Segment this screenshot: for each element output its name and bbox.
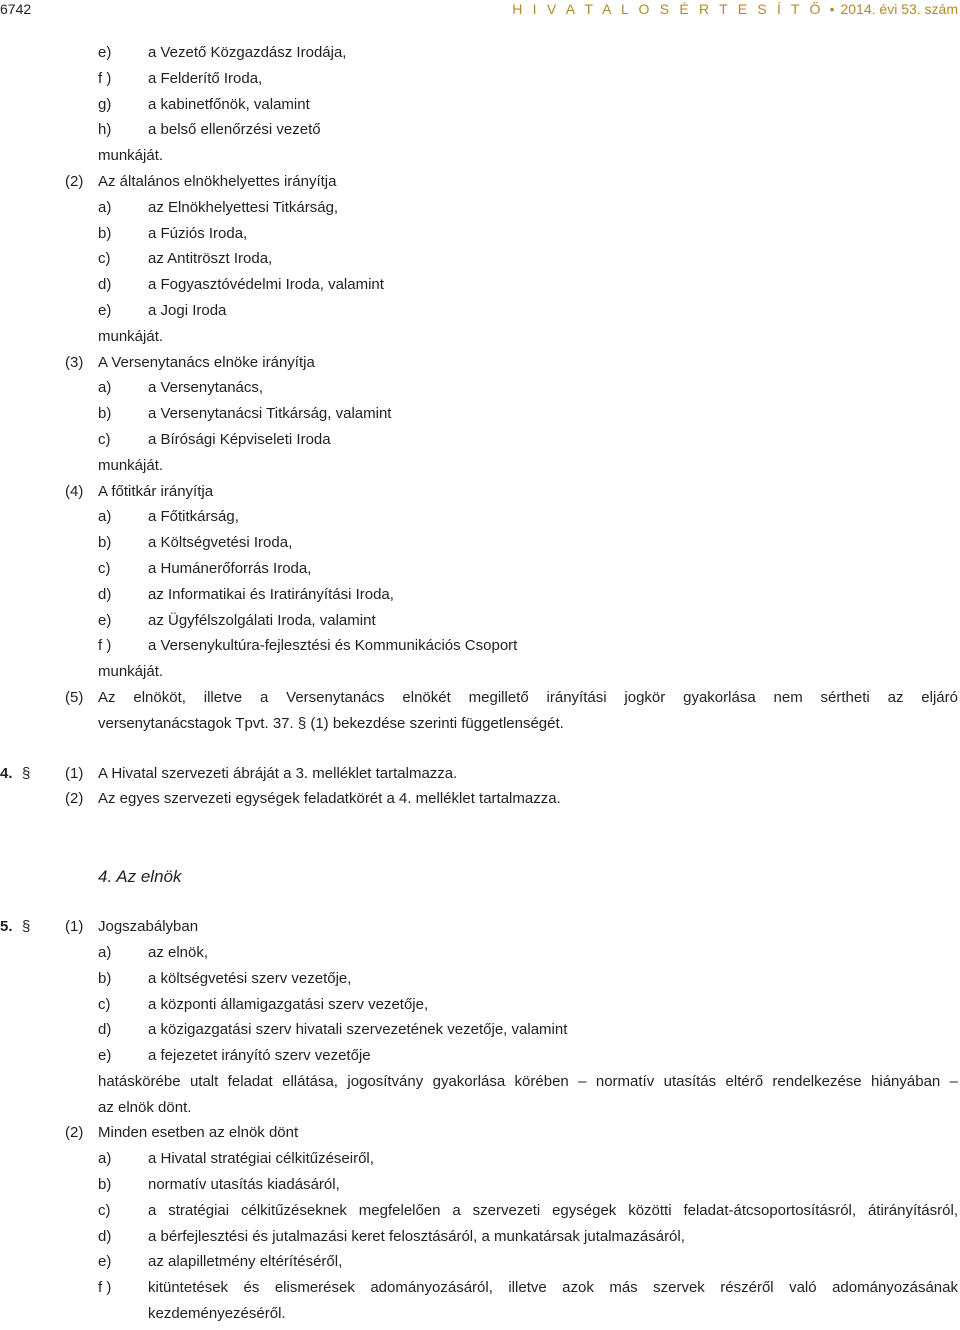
document-body bbox=[0, 40, 960, 1327]
continuation-text: hatáskörébe utalt feladat ellátása, jogosítvány gyakorlása körében – normatív utasítás eltérő rendelkezése hiányában – bbox=[98, 1072, 958, 1090]
paragraph-2: (2) Az általános elnökhelyettes irányítja bbox=[65, 172, 337, 190]
list-item: b) normatív utasítás kiadásáról, bbox=[98, 1176, 340, 1194]
list-item: e) a Jogi Iroda bbox=[98, 301, 227, 319]
list-item: f ) a Versenykultúra-fejlesztési és Kommunikációs Csoport bbox=[98, 637, 518, 655]
list-item-cont: kezdeményezéséről. bbox=[148, 1305, 286, 1323]
spacer bbox=[0, 890, 960, 914]
list-item: a) az Elnökhelyettesi Titkárság, bbox=[98, 198, 339, 216]
list-item: a) a Hivatal stratégiai célkitűzéseiről, bbox=[98, 1150, 374, 1168]
paragraph-3: (3) A Versenytanács elnöke irányítja bbox=[65, 353, 315, 371]
section-4-p2: (2) Az egyes szervezeti egységek feladatkörét a 4. melléklet tartalmazza. bbox=[65, 790, 561, 808]
list-item: a) a Főtitkárság, bbox=[98, 508, 239, 526]
list-item: h) a belső ellenőrzési vezető bbox=[98, 121, 321, 139]
continuation-text: az elnök dönt. bbox=[98, 1098, 192, 1116]
list-item: d) a közigazgatási szerv hivatali szervezetének vezetője, valamint bbox=[98, 1021, 568, 1039]
list-item: b) a Költségvetési Iroda, bbox=[98, 534, 293, 552]
list-item: c) az Antitröszt Iroda, bbox=[98, 250, 273, 268]
list-item: c) a Bírósági Képviseleti Iroda bbox=[98, 430, 331, 448]
list-item: e) a fejezetet irányító szerv vezetője bbox=[98, 1047, 371, 1065]
list-item: d) az Informatikai és Iratirányítási Iroda, bbox=[98, 585, 394, 603]
list-item: c) a központi államigazgatási szerv vezetője, bbox=[98, 995, 429, 1013]
journal-title bbox=[512, 1, 958, 17]
list-item: b) a Fúziós Iroda, bbox=[98, 224, 248, 242]
paragraph-5: (5) Az elnököt, illetve a Versenytanács elnökét megillető irányítási jogkör gyakorlása nem sértheti az eljáró bbox=[65, 688, 958, 706]
list-item: b) a költségvetési szerv vezetője, bbox=[98, 969, 352, 987]
closing-word: munkáját. bbox=[98, 147, 164, 165]
list-item: g) a kabinetfőnök, valamint bbox=[98, 95, 310, 113]
page-header bbox=[0, 0, 960, 22]
page-number: 6742 bbox=[0, 1, 32, 17]
list-item: e) a Vezető Közgazdász Irodája, bbox=[98, 44, 347, 61]
section-heading: 4. Az elnök bbox=[98, 867, 182, 887]
separator-dot: • bbox=[829, 1, 835, 17]
list-item: f ) kitüntetések és elismerések adományozásáról, illetve azok más szervek részéről való adományozásának bbox=[98, 1279, 958, 1297]
paragraph-4: (4) A főtitkár irányítja bbox=[65, 482, 214, 500]
list-item: c) a stratégiai célkitűzéseknek megfelelően a szervezeti egységek közötti feladat-átcsoportosításról, átirányításról, bbox=[98, 1201, 958, 1219]
list-item: a) az elnök, bbox=[98, 943, 209, 961]
list-item: b) a Versenytanácsi Titkárság, valamint bbox=[98, 405, 392, 423]
list-item: d) a Fogyasztóvédelmi Iroda, valamint bbox=[98, 276, 384, 294]
spacer bbox=[0, 812, 960, 864]
section-4: 4. § (1) A Hivatal szervezeti ábráját a 3. melléklet tartalmazza. bbox=[0, 764, 458, 782]
list-item: c) a Humánerőforrás Iroda, bbox=[98, 559, 312, 577]
closing-word: munkáját. bbox=[98, 327, 164, 345]
section-5: 5. § (1) Jogszabályban bbox=[0, 918, 199, 936]
closing-word: munkáját. bbox=[98, 456, 164, 474]
journal-name: H I V A T A L O S É R T E S Í T Ő bbox=[512, 1, 824, 17]
section-5-p2: (2) Minden esetben az elnök dönt bbox=[65, 1124, 299, 1142]
list-item: a) a Versenytanács, bbox=[98, 379, 264, 397]
issue-info: 2014. évi 53. szám bbox=[840, 1, 958, 17]
list-item: d) a bérfejlesztési és jutalmazási keret felosztásáról, a munkatársak jutalmazásáról, bbox=[98, 1227, 685, 1245]
list-item: e) az alapilletmény eltérítéséről, bbox=[98, 1253, 343, 1271]
list-item: e) az Ügyfélszolgálati Iroda, valamint bbox=[98, 611, 376, 629]
closing-word: munkáját. bbox=[98, 663, 164, 681]
list-item: f ) a Felderítő Iroda, bbox=[98, 69, 263, 87]
paragraph-5-cont: versenytanácstagok Tpvt. 37. § (1) bekezdése szerinti függetlenségét. bbox=[98, 714, 564, 732]
spacer bbox=[0, 737, 960, 761]
